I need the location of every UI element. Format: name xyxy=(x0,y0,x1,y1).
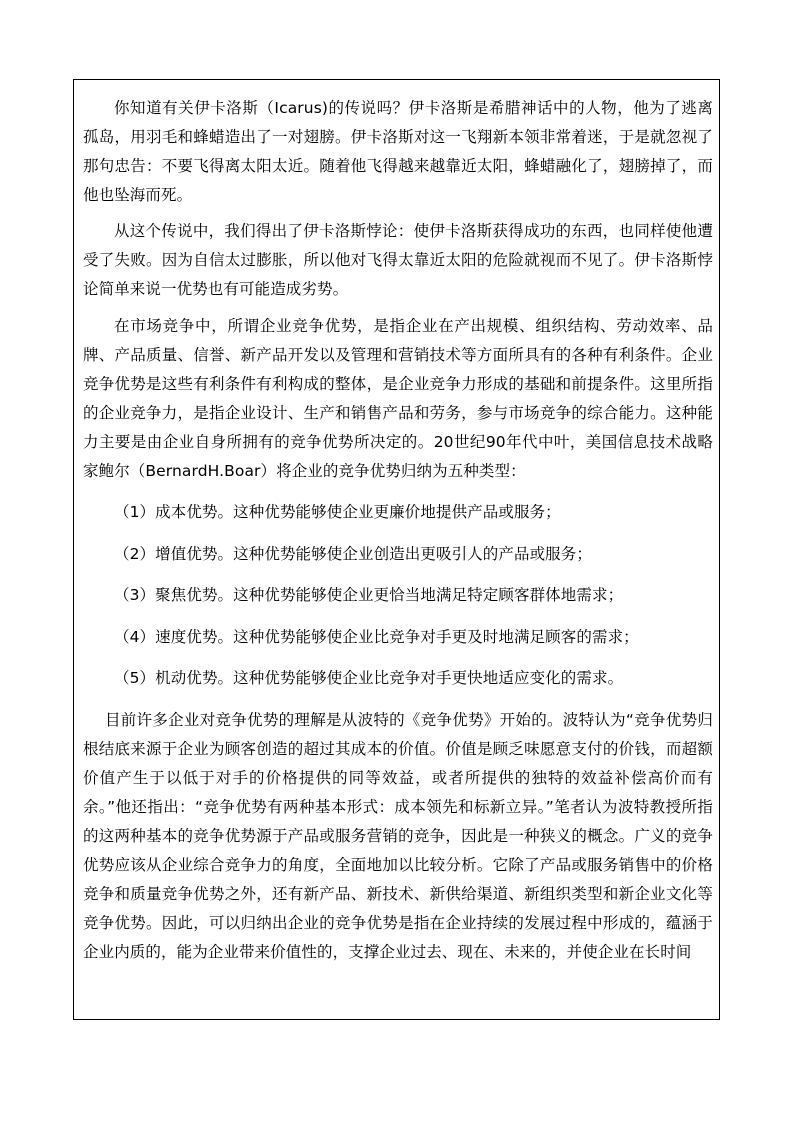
list-item-value-added-advantage: （2）增值优势。这种优势能够使企业创造出更吸引人的产品或服务； xyxy=(114,544,592,563)
document-body xyxy=(83,94,713,967)
paragraph-competitive-advantage: 在市场竞争中，所谓企业竞争优势，是指企业在产出规模、组织结构、劳动效率、品牌、产品质量、信誉、新产品开发以及管理和营销技术等方面所具有的各种有利条件。企业竞争优势是这些有利条件有利构成的整体，是企业竞争力形成的基础和前提条件。这里所指的企业竞争力，是指企业设计、生产和销售产品和劳务，参与市场竞争的综合能力。这种能力主要是由企业自身所拥有的竞争优势所决定的。20世纪90年代中叶，美国信息技术战略家鲍尔（BernardH.Boar）将企业的竞争优势归纳为五种类型： xyxy=(83,317,713,480)
list-item-cost-advantage: （1）成本优势。这种优势能够使企业更廉价地提供产品或服务； xyxy=(114,503,561,521)
list-item-mobility-advantage: （5）机动优势。这种优势能够使企业比竞争对手更快地适应变化的需求。 xyxy=(114,669,624,687)
list-item-speed-advantage: （4）速度优势。这种优势能够使企业比竞争对手更及时地满足顾客的需求； xyxy=(114,627,639,646)
paragraph-icarus-legend: 你知道有关伊卡洛斯（Icarus)的传说吗？伊卡洛斯是希腊神话中的人物，他为了逃离孤岛，用羽毛和蜂蜡造出了一对翅膀。伊卡洛斯对这一飞翔新本领非常着迷，于是就忽视了那句忠告：不要飞得离太阳太近。随着他飞得越来越靠近太阳，蜂蜡融化了，翅膀掉了，而他也坠海而死。 xyxy=(83,99,713,204)
list-item-focus-advantage: （3）聚焦优势。这种优势能够使企业更恰当地满足特定顾客群体地需求； xyxy=(114,586,624,604)
paragraph-porter-view: 目前许多企业对竞争优势的理解是从波特的《竞争优势》开始的。波特认为“竞争优势归根结底来源于企业为顾客创造的超过其成本的价值。价值是顾乏味愿意支付的价钱，而超额价值产生于以低于对手的价格提供的同等效益，或者所提供的独特的效益补偿高价而有余。”他还指出：“竞争优势有两种基本形式：成本领先和标新立异。”笔者认为波特教授所指的这两种基本的竞争优势源于产品或服务营销的竞争，因此是一种狭义的概念。广义的竞争优势应该从企业综合竞争力的角度，全面地加以比较分析。它除了产品或服务销售中的价格竞争和质量竞争优势之外，还有新产品、新技术、新供给渠道、新组织类型和新企业文化等竞争优势。因此，可以归纳出企业的竞争优势是指在企业持续的发展过程中形成的，蕴涵于企业内质的，能为企业带来价值性的，支撑企业过去、现在、未来的，并使企业在长时间 xyxy=(83,710,713,961)
paragraph-icarus-paradox: 从这个传说中，我们得出了伊卡洛斯悖论：使伊卡洛斯获得成功的东西，也同样使他遭受了失败。因为自信太过膨胀，所以他对飞得太靠近太阳的危险就视而不见了。伊卡洛斯悖论简单来说一优势也有可能造成劣势。 xyxy=(83,222,713,298)
